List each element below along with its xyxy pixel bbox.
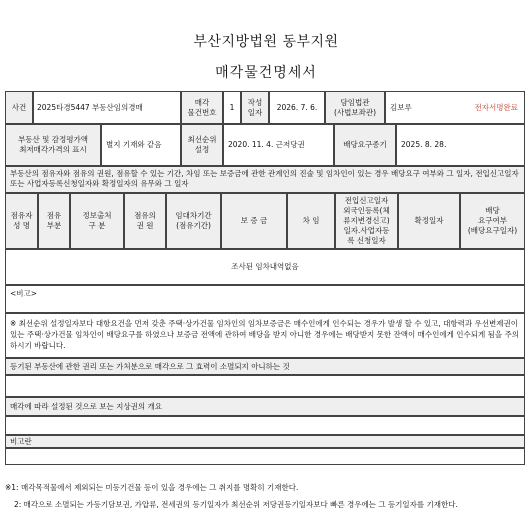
th-move-in-date: 전입신고일자 외국인등록(체 류지변경신고) 일자.사업자등 록 신청일자 — [335, 193, 398, 249]
case-label: 사건 — [5, 91, 33, 124]
judge-cell — [385, 91, 525, 124]
th-fixed-date: 확정일자 — [398, 193, 460, 249]
court-name: 부산지방법원 동부지원 — [193, 34, 339, 50]
deadline-label: 배당요구종기 — [334, 124, 396, 166]
section-surface-rights-content — [5, 416, 525, 435]
section-surface-rights: 매각에 따라 설정된 것으로 보는 지상권의 개요 — [5, 397, 525, 416]
section-unextinguished-rights: 등기된 부동산에 관한 권리 또는 가처분으로 매각으로 그 효력이 소멸되지 아니하는 것 — [5, 358, 525, 375]
e-signature-stamp: 전자서명완료 — [474, 102, 518, 112]
section-unextinguished-rights-content — [5, 375, 525, 397]
th-deposit: 보 증 금 — [221, 193, 287, 249]
th-dividend-request: 배당 요구여부 (배당요구일자) — [460, 193, 525, 249]
th-rent: 차 임 — [287, 193, 335, 249]
footnote-1: ※1: 매각목적물에서 제외되는 미등기건물 등이 있을 경우에는 그 취지를 명확히 기재한다. — [5, 483, 299, 492]
date-label: 작성 일자 — [241, 91, 269, 124]
th-occupant-name: 점유자 성 명 — [5, 193, 38, 249]
judge-label: 담임법관 (사법보좌관) — [325, 91, 385, 124]
remark-area — [5, 285, 525, 313]
occupancy-notice: 부동산의 점유자와 점유의 권원, 점유할 수 있는 기간, 차임 또는 보증금에 관한 관계인의 진술 및 임차인이 있는 경우 배당요구 여부와 그 일자, 전입신고일자 또는 사업자등록신청일자와 확정일자의 유무와 그 일자 — [5, 166, 525, 193]
footnote-2: 2: 매각으로 소멸되는 가등기담보권, 가압류, 전세권의 등기일자가 최선순위 저당권등기일자보다 빠른 경우에는 그 등기일자를 기재한다. — [14, 500, 458, 509]
th-info-source: 정보출처 구 분 — [70, 193, 124, 249]
remark-label: <비고> — [10, 289, 38, 298]
document-title: 매각물건명세서 — [215, 65, 317, 81]
property-label: 부동산 및 감정평가액 최저매각가격의 표시 — [5, 124, 101, 166]
date-value: 2026. 7. 6. — [269, 91, 325, 124]
table-empty-row: 조사된 임차내역없음 — [5, 249, 525, 285]
mortgage-value: 2020. 11. 4. 근저당권 — [223, 124, 334, 166]
section-remarks-content — [5, 448, 525, 465]
section-remarks: 비고란 — [5, 435, 525, 448]
th-occupied-part: 점유 부분 — [38, 193, 70, 249]
th-lease-period: 임대차기간 (점유기간) — [166, 193, 221, 249]
judge-name: 김보루 — [390, 102, 412, 112]
th-occupancy-title: 점유의 권 원 — [124, 193, 166, 249]
senior-lease-warning: ※ 최선순위 설정일자보다 대항요건을 먼저 갖춘 주택·상가건물 임차인의 임차보증금은 매수인에게 인수되는 경우가 발생 할 수 있고, 대항력과 우선변제권이 있는 주택·상가건물 임차인이 배당요구를 하였으나 보증금 전액에 관하여 배당을 받지 아니한 경우에는 배당받지 못한 잔액이 매수인에게 인수되게 됨을 주의하시기 바랍니다. — [5, 313, 525, 358]
item-no-label: 매각 물건번호 — [181, 91, 223, 124]
mortgage-label: 최선순위 설정 — [181, 124, 223, 166]
case-value: 2025타경5447 부동산임의경매 — [33, 91, 181, 124]
item-no-value: 1 — [223, 91, 241, 124]
deadline-value: 2025. 8. 28. — [396, 124, 525, 166]
property-value: 별지 기재와 같음 — [101, 124, 181, 166]
